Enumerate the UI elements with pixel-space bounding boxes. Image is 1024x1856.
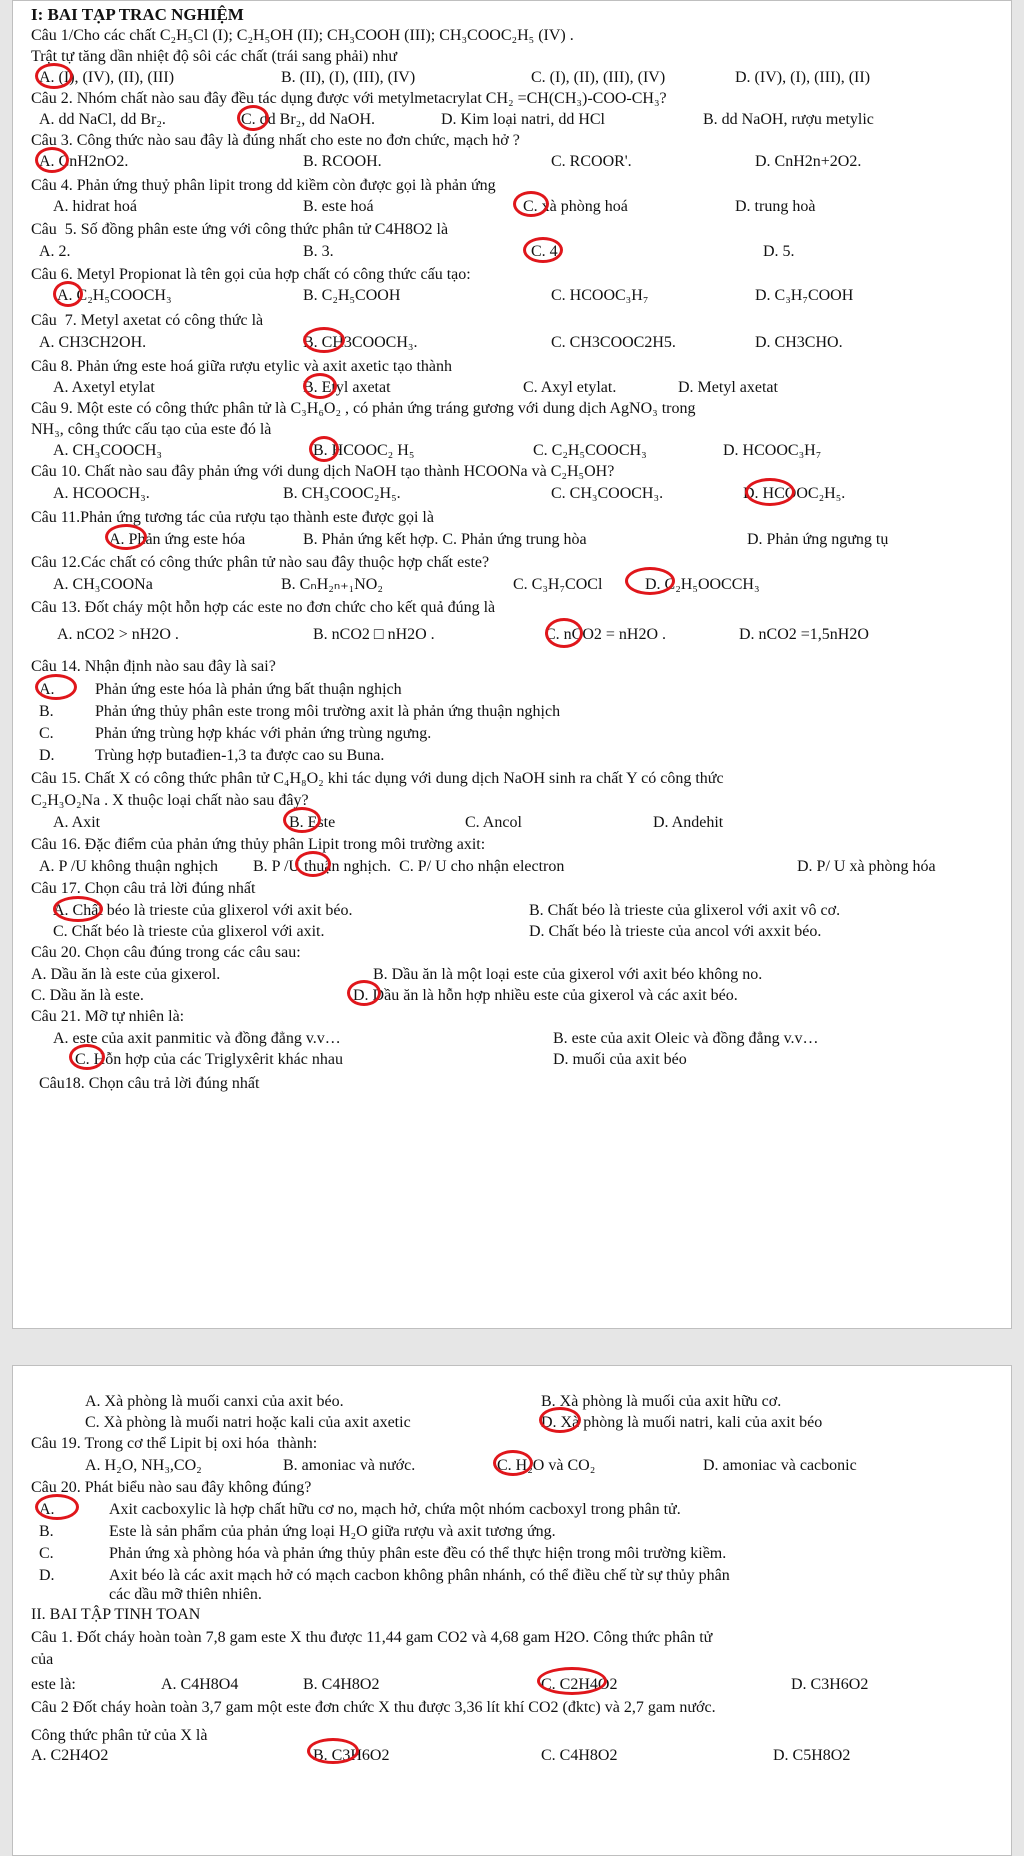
p2-line-5: A. H₂O, NH₃,CO₂ [85,1457,202,1474]
p1-line-19: B. este hoá [303,198,374,215]
p1-line-32: Câu 7. Metyl axetat có công thức là [31,312,264,329]
p1-line-99: C. Hỗn hợp của các Triglyxêrit khác nhau [75,1051,343,1068]
p2-line-31: C. C4H8O2 [541,1747,618,1764]
p1-line-22: Câu 5. Số đồng phân este ứng với công thức phân tử C4H8O2 là [31,221,449,238]
p1-line-56: D. Phản ứng ngưng tụ [747,531,889,548]
p1-line-98: B. este của axit Oleic và đồng đẳng v.v… [553,1030,819,1047]
p1-line-82: Câu 16. Đặc điểm của phản ứng thủy phân Lipit trong môi trường axit: [31,836,486,853]
p1-line-57: Câu 12.Các chất có công thức phân tử nào sau đây thuộc hợp chất este? [31,554,490,571]
p1-line-79: B. Este [289,814,336,831]
p2-line-4: Câu 19. Trong cơ thể Lipit bị oxi hóa thành: [31,1435,318,1452]
p2-line-6: B. amoniac và nước. [283,1457,416,1474]
p1-line-55: B. Phản ứng kết hợp. C. Phản ứng trung hòa [303,531,587,548]
p1-line-59: B. CₙH₂ₙ₊₁NO₂ [281,576,383,593]
p2-line-10: A. [39,1501,55,1518]
p1-line-49: A. HCOOCH₃. [53,485,150,502]
p2-line-24: B. C4H8O2 [303,1676,380,1693]
p2-line-2: C. Xà phòng là muối natri hoặc kali của axit axetic [85,1414,411,1431]
p1-line-16: D. CnH2n+2O2. [755,153,862,170]
p1-line-44: A. CH₃COOCH₃ [53,442,162,459]
p1-line-66: D. nCO2 =1,5nH2O [739,626,869,643]
p1-line-85: D. P/ U xà phòng hóa [797,858,936,875]
p1-line-94: C. Dầu ăn là este. [31,987,144,1004]
p1-line-40: C. Axyl etylat. [523,379,617,396]
p1-line-53: Câu 11.Phản ứng tương tác của rượu tạo thành este được gọi là [31,509,434,526]
p1-line-46: C. C₂H₅COOCH₃ [533,442,647,459]
p1-line-64: B. nCO2 □ nH2O . [313,626,435,643]
p1-line-50: B. CH₃COOC₂H₅. [283,485,401,502]
p1-line-60: C. C₃H₇COCl [513,576,603,593]
p2-line-20: Câu 1. Đốt cháy hoàn toàn 7,8 gam este X thu được 11,44 gam CO2 và 4,68 gam H2O. Công thức phân tử [31,1629,713,1646]
p1-line-8: A. dd NaCl, dd Br₂. [39,111,166,128]
p2-line-8: D. amoniac và cacbonic [703,1457,857,1474]
p1-line-18: A. hidrat hoá [53,198,137,215]
p1-line-65: C. nCO2 = nH2O . [545,626,667,643]
p1-line-31: D. C₃H₇COOH [755,287,854,304]
p1-line-88: B. Chất béo là trieste của glixerol với axit vô cơ. [529,902,841,919]
p1-line-26: D. 5. [763,243,795,260]
p1-line-20: C. xà phòng hoá [523,198,628,215]
p1-line-95: D. Dầu ăn là hỗn hợp nhiều este của gixerol và các axit béo. [353,987,738,1004]
p1-line-11: B. dd NaOH, rượu metylic [703,111,874,128]
p1-line-87: A. Chất béo là trieste của glixerol với axit béo. [53,902,353,919]
p1-line-86: Câu 17. Chọn câu trả lời đúng nhất [31,880,256,897]
p1-line-93: B. Dầu ăn là một loại este của gixerol với axit béo không no. [373,966,763,983]
p1-line-89: C. Chất béo là trieste của glixerol với axit. [53,923,325,940]
p1-line-101: Câu18. Chọn câu trả lời đúng nhất [39,1075,260,1092]
p1-line-48: Câu 10. Chất nào sau đây phản ứng với dung dịch NaOH tạo thành HCOONa và C₂H₅OH? [31,463,615,480]
p1-line-69: Phản ứng este hóa là phản ứng bất thuận nghịch [95,681,402,698]
p2-line-18: các dầu mỡ thiên nhiên. [109,1586,262,1603]
p2-line-30: B. C3H6O2 [313,1747,390,1764]
p2-line-14: C. [39,1545,54,1562]
p2-line-29: A. C2H4O2 [31,1747,109,1764]
p1-line-54: A. Phản ứng este hóa [109,531,246,548]
p1-line-61: D. C₂H₅OOCCH₃ [645,576,760,593]
p1-line-15: C. RCOOR'. [551,153,632,170]
p1-line-91: Câu 20. Chọn câu đúng trong các câu sau: [31,944,301,961]
p2-line-22: este là: [31,1676,76,1693]
p2-line-0: A. Xà phòng là muối canxi của axit béo. [85,1393,344,1410]
p2-line-16: D. [39,1567,55,1584]
p1-line-7: Câu 2. Nhóm chất nào sau đây đều tác dụng được với metylmetacrylat CH₂ =CH(CH₃)-COO-CH₃? [31,90,667,107]
page-1 [12,0,1012,1329]
p1-line-43: NH₃, công thức cấu tạo của este đó là [31,421,272,438]
p2-line-28: Công thức phân tử của X là [31,1727,208,1744]
p1-line-52: D. HCOOC₂H₅. [743,485,846,502]
p1-line-100: D. muối của axit béo [553,1051,687,1068]
p1-line-83: A. P /U không thuận nghịch [39,858,218,875]
p1-line-2: Trật tự tăng dần nhiệt độ sôi các chất (trái sang phải) như [31,48,397,65]
p1-line-45: B. HCOOC₂ H₅ [313,442,415,459]
p1-line-33: A. CH3CH2OH. [39,334,147,351]
p2-line-7: C. H₂O và CO₂ [497,1457,596,1474]
p1-line-92: A. Dầu ăn là este của gixerol. [31,966,221,983]
p1-line-77: C₂H₃O₂Na . X thuộc loại chất nào sau đây? [31,792,309,809]
p1-line-80: C. Ancol [465,814,522,831]
p1-line-76: Câu 15. Chất X có công thức phân tử C₄H₈O₂ khi tác dụng với dung dịch NaOH sinh ra chất Y có công thức [31,770,724,787]
p1-line-74: D. [39,747,55,764]
p1-line-30: C. HCOOC₃H₇ [551,287,649,304]
p1-line-62: Câu 13. Đốt cháy một hỗn hợp các este no đơn chức cho kết quả đúng là [31,599,496,616]
p1-line-58: A. CH₃COONa [53,576,153,593]
p1-line-42: Câu 9. Một este có công thức phân tử là C₃H₆O₂ , có phản ứng tráng gương với dung dịch AgNO₃ trong [31,400,696,417]
p1-line-73: Phản ứng trùng hợp khác với phản ứng trùng ngưng. [95,725,432,742]
p1-line-51: C. CH₃COOCH₃. [551,485,664,502]
p1-line-14: B. RCOOH. [303,153,382,170]
p1-line-27: Câu 6. Metyl Propionat là tên gọi của hợp chất có công thức cấu tạo: [31,266,471,283]
p2-line-13: Este là sản phẩm của phản ứng loại H₂O giữa rượu và axit tương ứng. [109,1523,556,1540]
p1-line-67: Câu 14. Nhận định nào sau đây là sai? [31,658,276,675]
p1-line-12: Câu 3. Công thức nào sau đây là đúng nhất cho este no đơn chức, mạch hở ? [31,132,520,149]
p1-line-9: C. dd Br₂, dd NaOH. [241,111,376,128]
p2-line-3: D. Xà phòng là muối natri, kali của axit béo [541,1414,823,1431]
p1-line-72: C. [39,725,54,742]
p1-line-41: D. Metyl axetat [678,379,778,396]
p2-line-15: Phản ứng xà phòng hóa và phản ứng thủy phân este đều có thể thực hiện trong môi trường kiềm. [109,1545,727,1562]
p2-line-19: II. BAI TẬP TINH TOAN [31,1606,201,1623]
p1-line-1: Câu 1/Cho các chất C₂H₅Cl (I); C₂H₅OH (II); CH₃COOH (III); CH₃COOC₂H₅ (IV) . [31,27,574,44]
p1-line-39: B. Etyl axetat [303,379,391,396]
p1-line-13: A. CnH2nO2. [39,153,129,170]
p1-line-4: B. (II), (I), (III), (IV) [281,69,416,86]
p1-line-84: B. P /U thuận nghịch. C. P/ U cho nhận electron [253,858,565,875]
p2-line-21: của [31,1651,54,1668]
p1-line-28: A. C₂H₅COOCH₃ [57,287,172,304]
p1-line-68: A. [39,681,55,698]
p1-line-96: Câu 21. Mỡ tự nhiên là: [31,1008,185,1025]
p1-line-21: D. trung hoà [735,198,816,215]
p2-line-23: A. C4H8O4 [161,1676,239,1693]
p1-line-25: C. 4. [531,243,562,260]
p2-line-32: D. C5H8O2 [773,1747,851,1764]
page-2 [12,1365,1012,1856]
p1-line-24: B. 3. [303,243,334,260]
p1-line-78: A. Axit [53,814,101,831]
p1-line-47: D. HCOOC₃H₇ [723,442,822,459]
p2-line-12: B. [39,1523,54,1540]
p1-line-5: C. (I), (II), (III), (IV) [531,69,666,86]
p1-line-23: A. 2. [39,243,71,260]
p1-line-70: B. [39,703,54,720]
p1-line-35: C. CH3COOC2H5. [551,334,676,351]
p1-line-71: Phản ứng thủy phân este trong môi trường axit là phản ứng thuận nghịch [95,703,561,720]
p2-line-9: Câu 20. Phát biểu nào sau đây không đúng? [31,1479,312,1496]
p1-line-29: B. C₂H₅COOH [303,287,401,304]
p2-line-25: C. C2H4O2 [541,1676,618,1693]
p1-line-90: D. Chất béo là trieste của ancol với axxit béo. [529,923,822,940]
p1-line-36: D. CH3CHO. [755,334,843,351]
p1-line-37: Câu 8. Phản ứng este hoá giữa rượu etylic và axit axetic tạo thành [31,358,453,375]
p2-line-27: Câu 2 Đốt cháy hoàn toàn 3,7 gam một este đơn chức X thu được 3,36 lít khí CO2 (đktc) và 2,7 gam nước. [31,1699,716,1716]
p2-line-1: B. Xà phòng là muối của axit hữu cơ. [541,1393,782,1410]
p2-line-26: D. C3H6O2 [791,1676,869,1693]
p1-line-75: Trùng hợp butađien-1,3 ta được cao su Buna. [95,747,385,764]
p2-line-11: Axit cacboxylic là hợp chất hữu cơ no, mạch hở, chứa một nhóm cacboxyl trong phân tử. [109,1501,681,1518]
p1-line-38: A. Axetyl etylat [53,379,155,396]
p1-line-0: I: BAI TẠP TRAC NGHIỆM [31,5,244,24]
p1-line-6: D. (IV), (I), (III), (II) [735,69,871,86]
p1-line-17: Câu 4. Phản ứng thuỷ phân lipit trong dd kiềm còn được gọi là phản ứng [31,177,496,194]
p1-line-81: D. Andehit [653,814,724,831]
p1-line-10: D. Kim loại natri, dd HCl [441,111,605,128]
p1-line-3: A. (I), (IV), (II), (III) [39,69,175,86]
p1-line-34: B. CH3COOCH₃. [303,334,418,351]
p2-line-17: Axit béo là các axit mạch hở có mạch cacbon không phân nhánh, có thể điều chế từ sự thủy phân [109,1567,730,1584]
p1-line-97: A. este của axit panmitic và đồng đẳng v.v… [53,1030,341,1047]
p1-line-63: A. nCO2 > nH2O . [57,626,179,643]
